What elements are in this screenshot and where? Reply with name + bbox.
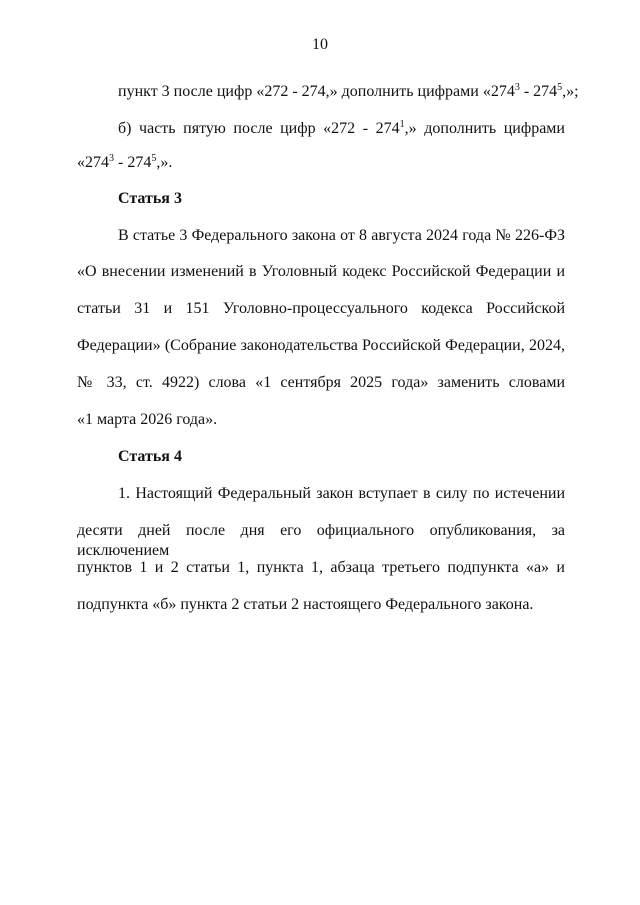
article3-line-2: «О внесении изменений в Уголовный кодекс Российской Федерации и bbox=[77, 263, 565, 280]
article3-line-4: Федерации» (Собрание законодательства Российской Федерации, 2024, bbox=[77, 337, 565, 354]
text-fragment: ,»; bbox=[562, 83, 579, 100]
article3-line-3: статьи 31 и 151 Уголовно-процессуального кодекса Российской bbox=[77, 300, 565, 317]
text-fragment: ,». bbox=[156, 154, 173, 171]
superscript: 1 bbox=[399, 119, 405, 130]
article3-line-6: «1 марта 2026 года». bbox=[77, 411, 218, 428]
text-fragment: - 274 bbox=[519, 83, 558, 100]
article2-line-3 bbox=[77, 153, 172, 173]
article4-line-2: десяти дней после дня его официального опубликования, за исключением bbox=[77, 522, 565, 559]
article2-line-1 bbox=[118, 82, 579, 102]
text-fragment: «274 bbox=[77, 154, 109, 171]
superscript: 3 bbox=[514, 82, 520, 93]
article4-line-1: 1. Настоящий Федеральный закон вступает в силу по истечении bbox=[118, 485, 565, 502]
article4-line-4: подпункта «б» пункта 2 статьи 2 настоящего Федерального закона. bbox=[77, 596, 534, 613]
article4-heading: Статья 4 bbox=[118, 448, 182, 465]
text-fragment: - 274 bbox=[114, 154, 152, 171]
page-number: 10 bbox=[312, 36, 328, 53]
article2-line-2 bbox=[118, 119, 565, 139]
article4-line-3: пунктов 1 и 2 статьи 1, пункта 1, абзаца третьего подпункта «а» и bbox=[77, 559, 565, 576]
superscript: 3 bbox=[109, 153, 114, 164]
text-fragment: ,» дополнить цифрами bbox=[404, 120, 565, 137]
text-fragment: б) часть пятую после цифр «272 - 274 bbox=[118, 120, 400, 137]
superscript: 5 bbox=[557, 82, 563, 93]
superscript: 5 bbox=[151, 153, 157, 164]
article3-heading: Статья 3 bbox=[118, 190, 182, 207]
article3-line-1: В статье 3 Федерального закона от 8 августа 2024 года № 226-ФЗ bbox=[118, 227, 565, 244]
article3-line-5: № 33, ст. 4922) слова «1 сентября 2025 года» заменить словами bbox=[77, 374, 565, 391]
text-fragment: пункт 3 после цифр «272 - 274,» дополнить цифрами «274 bbox=[118, 83, 515, 100]
